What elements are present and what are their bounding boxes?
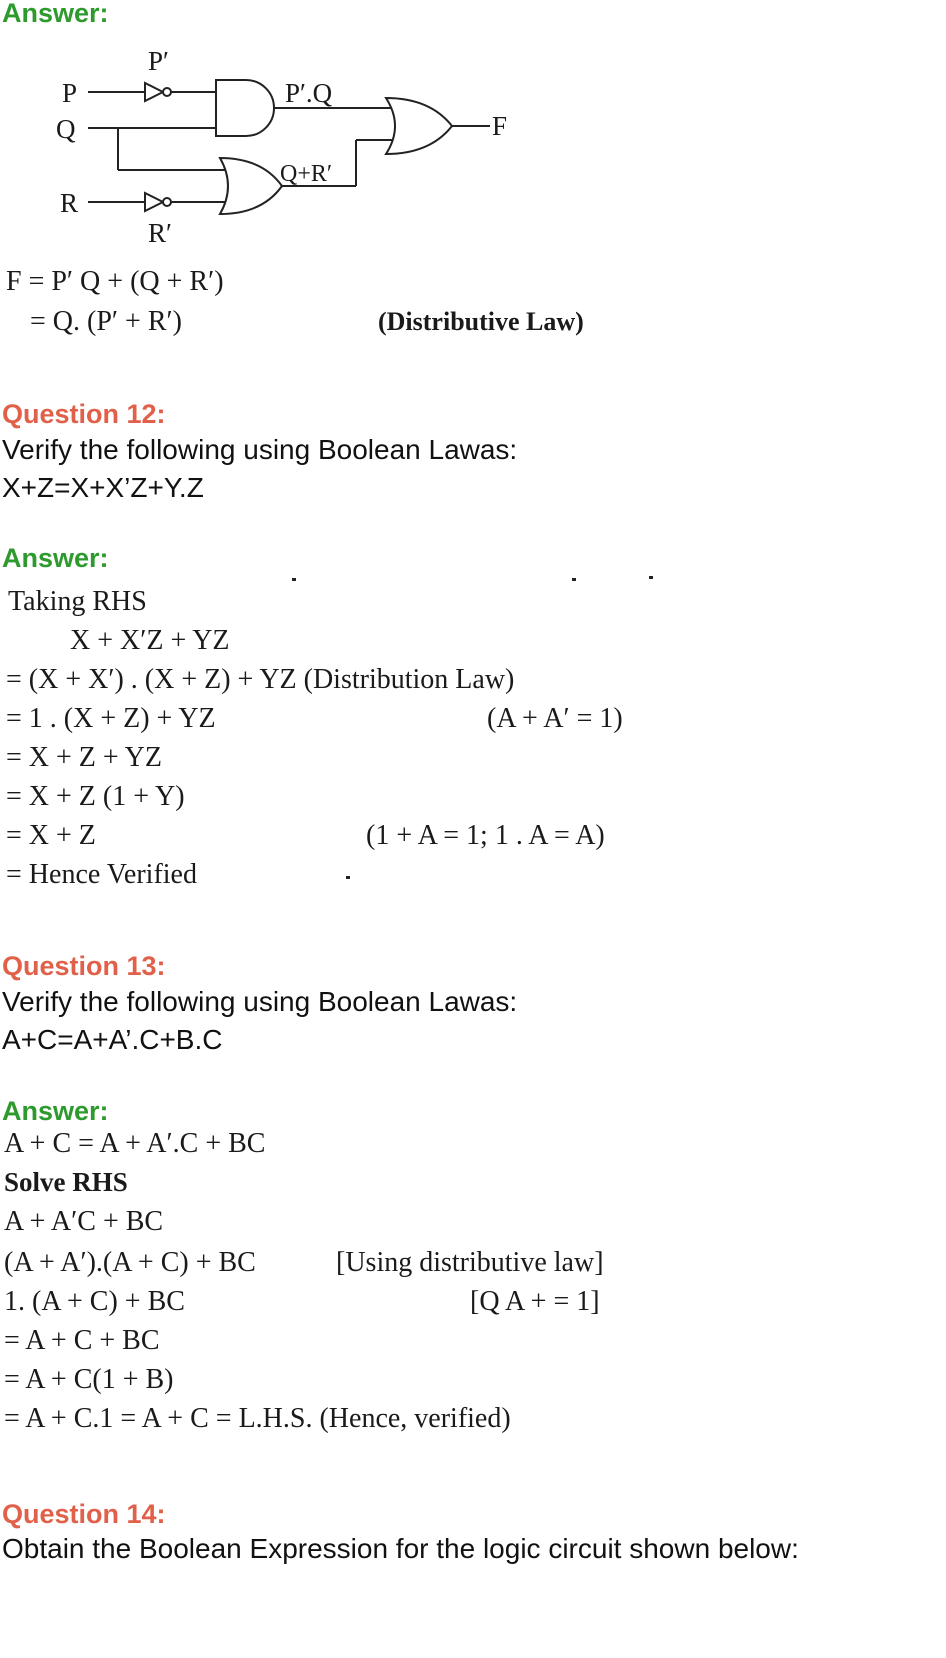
- question-14-title: Question 14:: [2, 1499, 166, 1529]
- a12-line-2: X + X′Z + YZ: [70, 625, 230, 656]
- not-gate-r: [145, 193, 163, 211]
- a12-line-1: Taking RHS: [8, 586, 147, 617]
- label-qr: Q+R′: [280, 161, 333, 187]
- label-pq: P′.Q: [285, 78, 333, 108]
- label-r-not: R′: [148, 218, 172, 248]
- a12-line-6: = X + Z (1 + Y): [6, 781, 185, 812]
- question-12-expression: X+Z=X+X’Z+Y.Z: [2, 472, 204, 503]
- a12-line-7: = X + Z: [6, 820, 96, 851]
- answer-heading: Answer:: [2, 0, 109, 28]
- label-p: P: [62, 78, 78, 108]
- a12-note-7: (1 + A = 1; 1 . A = A): [366, 820, 605, 851]
- question-14-prompt: Obtain the Boolean Expression for the logic circuit shown below:: [2, 1533, 799, 1564]
- label-f: F: [492, 111, 508, 141]
- a13-line-3: A + A′C + BC: [4, 1206, 164, 1237]
- a13-line-6: = A + C + BC: [4, 1325, 160, 1356]
- a12-note-4: (A + A′ = 1): [487, 703, 623, 734]
- a13-line-8: = A + C.1 = A + C = L.H.S. (Hence, verified): [4, 1403, 511, 1434]
- question-13-expression: A+C=A+A’.C+B.C: [2, 1024, 223, 1055]
- a13-note-4: [Using distributive law]: [336, 1247, 604, 1278]
- a12-line-5: = X + Z + YZ: [6, 742, 162, 773]
- a12-line-8: = Hence Verified: [6, 859, 197, 890]
- label-q: Q: [56, 114, 76, 144]
- a13-line-7: = A + C(1 + B): [4, 1364, 174, 1395]
- a11-note-distributive: (Distributive Law): [378, 307, 584, 336]
- a11-line-2: = Q. (P′ + R′): [30, 306, 182, 337]
- label-r: R: [60, 188, 79, 218]
- a12-line-3: = (X + X′) . (X + Z) + YZ (Distribution Law): [6, 664, 515, 695]
- and-gate: [216, 80, 274, 136]
- a13-line-2: Solve RHS: [4, 1167, 128, 1197]
- question-13-prompt: Verify the following using Boolean Lawas:: [2, 986, 518, 1017]
- question-12-title: Question 12:: [2, 399, 166, 429]
- a13-line-1: A + C = A + A′.C + BC: [4, 1128, 266, 1159]
- a13-line-5: 1. (A + C) + BC: [4, 1286, 185, 1317]
- or-gate-final: [386, 98, 452, 154]
- a13-line-4: (A + A′).(A + C) + BC: [4, 1247, 256, 1278]
- question-12-prompt: Verify the following using Boolean Lawas:: [2, 434, 518, 465]
- question-13-title: Question 13:: [2, 951, 166, 981]
- answer-12-heading: Answer:: [2, 543, 109, 573]
- or-gate-qr: [220, 158, 282, 214]
- label-p-not: P′: [148, 46, 169, 76]
- not-gate-p: [145, 83, 163, 101]
- a13-note-5: [Q A + = 1]: [470, 1286, 600, 1317]
- answer-13-heading: Answer:: [2, 1096, 109, 1126]
- logic-circuit-diagram: [0, 40, 560, 250]
- a11-line-1: F = P′ Q + (Q + R′): [6, 266, 224, 297]
- a12-line-4: = 1 . (X + Z) + YZ: [6, 703, 216, 734]
